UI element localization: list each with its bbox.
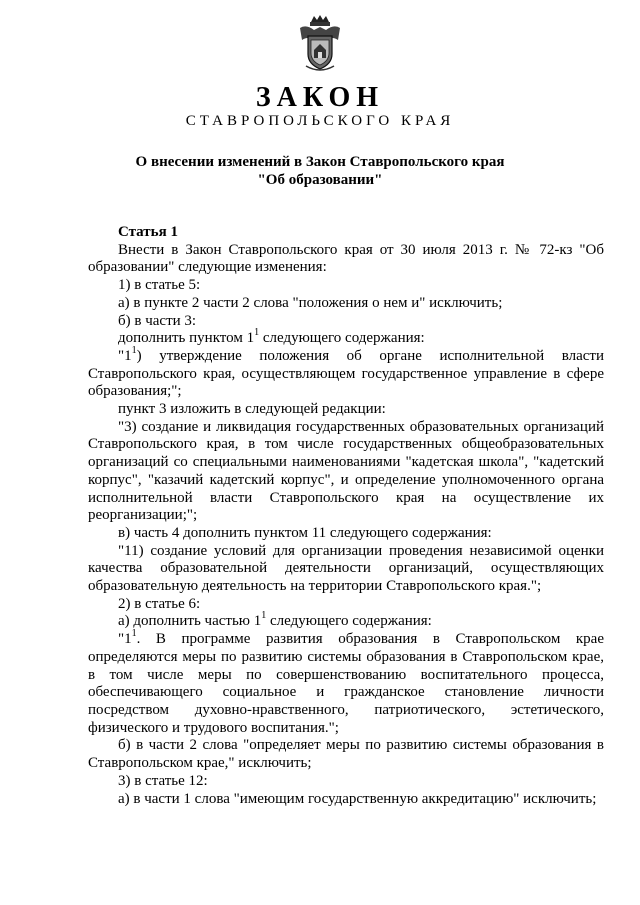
text-span: "1 <box>118 347 132 364</box>
page-title: ЗАКОН <box>255 82 385 113</box>
paragraph: а) в части 1 слова "имеющим государственную аккредитацию" исключить; <box>118 790 597 807</box>
document-heading <box>0 153 640 189</box>
heading-line-2: "Об образовании" <box>257 172 383 188</box>
article-heading: Статья 1 <box>118 224 178 240</box>
paragraph: 3) в статье 12: <box>118 772 208 789</box>
paragraph: б) в части 3: <box>118 312 197 329</box>
paragraph: "11) создание условий для организации проведения независимой оценки качества образовательной деятельности организаций, осуществляющих образовательную деятельность на территории Ставропольского края."; <box>88 542 604 595</box>
coat-of-arms-icon <box>296 14 344 72</box>
paragraph: Внести в Закон Ставропольского края от 30 июля 2013 г. № 72-кз "Об образовании" следующие изменения: <box>88 241 604 276</box>
paragraph: в) часть 4 дополнить пунктом 11 следующего содержания: <box>118 524 492 541</box>
paragraph <box>88 344 604 401</box>
paragraph <box>88 327 604 348</box>
paragraph: 1) в статье 5: <box>118 277 201 294</box>
paragraph <box>88 628 604 737</box>
page-subtitle: СТАВРОПОЛЬСКОГО КРАЯ <box>185 113 455 129</box>
text-span: . В программе развития образования в Ставропольском крае определяются меры по развитию системы образования в Ставропольском крае, в том числе меры по совершенствованию воспитательного процесса, обеспечивающего социальное и гражданское становление личности посредством духовно-нравственного, патриотического, эстетического, физического и трудового воспитания."; <box>88 631 604 736</box>
paragraph: а) в пункте 2 части 2 слова "положения о нем и" исключить; <box>118 294 503 311</box>
text-span: а) дополнить частью 1 <box>118 613 262 630</box>
paragraph: б) в части 2 слова "определяет меры по развитию системы образования в Ставропольском крае," исключить; <box>88 737 604 772</box>
heading-line-1: О внесении изменений в Закон Ставропольского края <box>135 154 505 170</box>
paragraph: пункт 3 изложить в следующей редакции: <box>118 401 386 418</box>
superscript: 1 <box>261 610 267 622</box>
paragraph <box>88 610 604 631</box>
paragraph: "3) создание и ликвидация государственных образовательных организаций Ставропольского края, в том числе государственных общеобразовательных организаций со специальными наименованиями "кадетская школа", "кадетский корпус", "казачий кадетский корпус", и определение уполномоченного органа исполнительной власти Ставропольского края на осуществление их реорганизации;"; <box>88 418 604 524</box>
paragraph: 2) в статье 6: <box>118 595 201 612</box>
superscript: 1 <box>131 628 137 640</box>
text-span: следующего содержания: <box>266 613 432 630</box>
superscript: 1 <box>131 344 137 356</box>
superscript: 1 <box>254 327 260 339</box>
document-body <box>88 224 604 808</box>
text-span: ) утверждение положения об органе исполнительной власти Ставропольского края, осуществляющем государственное управление в сфере образования;"; <box>88 347 604 400</box>
text-span: "1 <box>118 631 132 648</box>
text-span: дополнить пунктом 1 <box>118 330 255 347</box>
text-span: следующего содержания: <box>259 330 425 347</box>
